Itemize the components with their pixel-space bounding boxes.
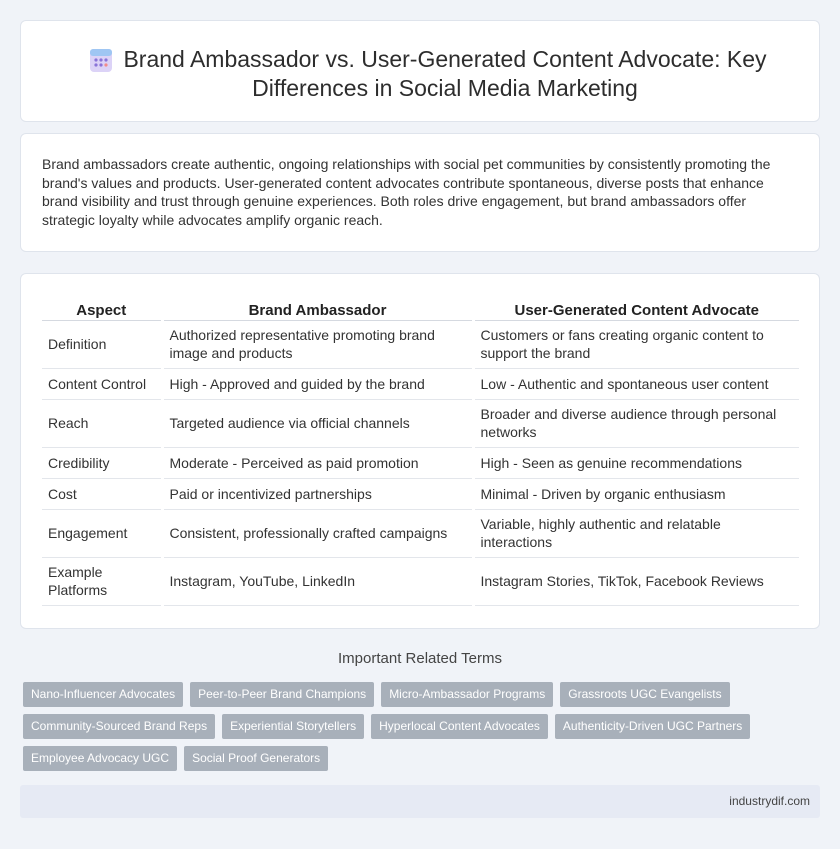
table-row [42, 509, 799, 557]
ugc-advocate-cell: Broader and diverse audience through personal networks [473, 399, 799, 447]
title-card [20, 20, 820, 122]
table-row [42, 557, 799, 605]
related-term-tag[interactable]: Authenticity-Driven UGC Partners [555, 714, 750, 739]
aspect-cell: Credibility [42, 447, 162, 478]
related-term-tag[interactable]: Social Proof Generators [184, 746, 328, 771]
brand-ambassador-cell: Consistent, professionally crafted campaigns [162, 509, 473, 557]
related-term-tag[interactable]: Hyperlocal Content Advocates [371, 714, 548, 739]
table-row [42, 478, 799, 509]
brand-ambassador-cell: High - Approved and guided by the brand [162, 368, 473, 399]
related-terms-title: Important Related Terms [338, 650, 502, 667]
brand-ambassador-cell: Instagram, YouTube, LinkedIn [162, 557, 473, 605]
brand-ambassador-cell: Targeted audience via official channels [162, 399, 473, 447]
footer [20, 785, 820, 818]
ugc-advocate-cell: Variable, highly authentic and relatable interactions [473, 509, 799, 557]
related-terms-list [23, 682, 813, 778]
related-term-tag[interactable]: Peer-to-Peer Brand Champions [190, 682, 374, 707]
comparison-table [42, 298, 799, 606]
header-brand-ambassador: Brand Ambassador [162, 298, 473, 320]
related-term-tag[interactable]: Grassroots UGC Evangelists [560, 682, 729, 707]
ugc-advocate-cell: High - Seen as genuine recommendations [473, 447, 799, 478]
brand-ambassador-cell: Moderate - Perceived as paid promotion [162, 447, 473, 478]
ugc-advocate-cell: Minimal - Driven by organic enthusiasm [473, 478, 799, 509]
comparison-card [20, 273, 820, 629]
ugc-advocate-cell: Customers or fans creating organic content to support the brand [473, 320, 799, 368]
footer-site-link[interactable]: industrydif.com [729, 794, 810, 808]
aspect-cell: Reach [42, 399, 162, 447]
aspect-cell: Content Control [42, 368, 162, 399]
brand-ambassador-cell: Authorized representative promoting brand image and products [162, 320, 473, 368]
related-term-tag[interactable]: Employee Advocacy UGC [23, 746, 177, 771]
related-term-tag[interactable]: Nano-Influencer Advocates [23, 682, 183, 707]
related-term-tag[interactable]: Experiential Storytellers [222, 714, 364, 739]
table-header-row [42, 298, 799, 320]
table-row [42, 320, 799, 368]
intro-paragraph: Brand ambassadors create authentic, ongoing relationships with social pet communities by consistently promoting the brand's values and products. User-generated content advocates contribute spontaneous, diverse posts that enhance brand visibility and trust through genuine experiences. Both roles drive engagement, but brand ambassadors offer strategic loyalty while advocates amplify organic reach. [42, 156, 771, 228]
related-term-tag[interactable]: Micro-Ambassador Programs [381, 682, 553, 707]
header-aspect: Aspect [42, 298, 162, 320]
table-row [42, 447, 799, 478]
brand-ambassador-cell: Paid or incentivized partnerships [162, 478, 473, 509]
related-term-tag[interactable]: Community-Sourced Brand Reps [23, 714, 215, 739]
aspect-cell: Definition [42, 320, 162, 368]
table-row [42, 399, 799, 447]
intro-card [20, 133, 820, 252]
aspect-cell: Engagement [42, 509, 162, 557]
aspect-cell: Cost [42, 478, 162, 509]
aspect-cell: Example Platforms [42, 557, 162, 605]
header-ugc-advocate: User-Generated Content Advocate [473, 298, 799, 320]
ugc-advocate-cell: Instagram Stories, TikTok, Facebook Reviews [473, 557, 799, 605]
table-row [42, 368, 799, 399]
ugc-advocate-cell: Low - Authentic and spontaneous user content [473, 368, 799, 399]
page-title: Brand Ambassador vs. User-Generated Content Advocate: Key Differences in Social Media Marketing [123, 46, 767, 101]
